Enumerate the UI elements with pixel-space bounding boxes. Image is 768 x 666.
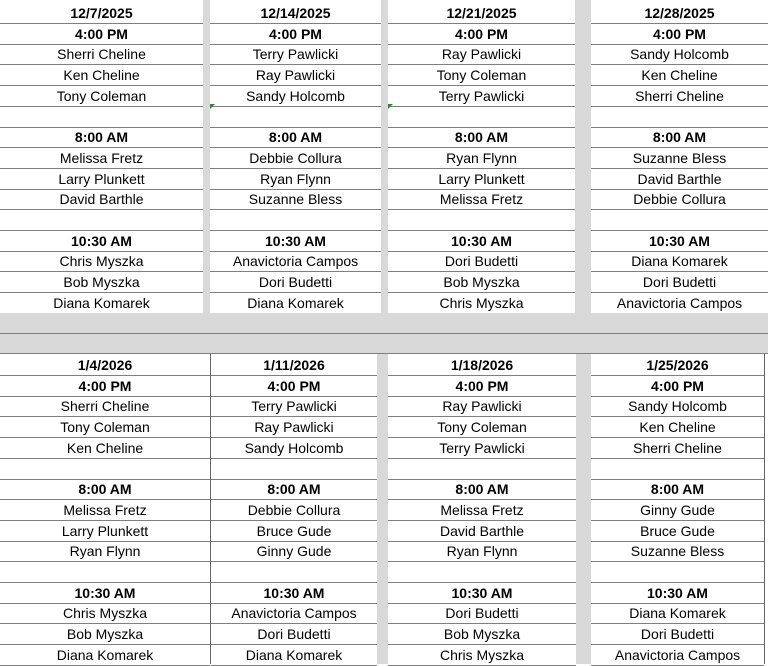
volunteer-name: Anavictoria Campos (591, 293, 768, 314)
service-time: 10:30 AM (388, 583, 576, 604)
volunteer-name: Ken Cheline (591, 65, 768, 86)
cell-comment-marker (210, 104, 215, 109)
blank-row (0, 210, 203, 231)
service-time: 10:30 AM (591, 231, 768, 252)
volunteer-name: Dori Budetti (210, 272, 381, 293)
volunteer-name: Ryan Flynn (388, 148, 575, 169)
volunteer-name: Diana Komarek (210, 293, 381, 314)
service-time: 4:00 PM (388, 24, 575, 45)
column-divider (764, 354, 765, 664)
volunteer-name: Terry Pawlicki (210, 44, 381, 65)
volunteer-name: Debbie Collura (591, 189, 768, 210)
blank-row (388, 459, 576, 480)
volunteer-name: Chris Myszka (0, 603, 210, 624)
week-column (388, 0, 575, 313)
volunteer-name: Larry Plunkett (0, 169, 203, 190)
volunteer-name: Sherri Cheline (591, 438, 764, 459)
service-time: 8:00 AM (210, 127, 381, 148)
volunteer-name: Melissa Fretz (388, 189, 575, 210)
blank-row (388, 107, 575, 128)
blank-row (211, 459, 377, 480)
week-column (591, 354, 764, 664)
blank-row (211, 562, 377, 583)
volunteer-name: Diana Komarek (591, 251, 768, 272)
service-time: 4:00 PM (591, 376, 764, 397)
volunteer-name: Suzanne Bless (591, 148, 768, 169)
week-date-header: 12/7/2025 (0, 3, 203, 24)
volunteer-name: Ray Pawlicki (388, 396, 576, 417)
service-time: 8:00 AM (0, 127, 203, 148)
week-date-header: 1/11/2026 (211, 355, 377, 376)
volunteer-name: Tony Coleman (388, 417, 576, 438)
service-time: 8:00 AM (591, 479, 764, 500)
volunteer-name: Bob Myszka (388, 624, 576, 645)
volunteer-name: Ryan Flynn (0, 541, 210, 562)
volunteer-name: Sandy Holcomb (591, 396, 764, 417)
volunteer-name: Sherri Cheline (591, 86, 768, 107)
week-date-header: 1/25/2026 (591, 355, 764, 376)
volunteer-name: Dori Budetti (591, 272, 768, 293)
volunteer-name: Bob Myszka (0, 624, 210, 645)
service-time: 10:30 AM (0, 231, 203, 252)
volunteer-name: Larry Plunkett (0, 521, 210, 542)
volunteer-name: Dori Budetti (388, 251, 575, 272)
volunteer-name: Ryan Flynn (210, 169, 381, 190)
blank-row (388, 562, 576, 583)
blank-row (388, 210, 575, 231)
week-date-header: 1/4/2026 (0, 355, 210, 376)
week-column (0, 0, 203, 313)
service-time: 4:00 PM (388, 376, 576, 397)
volunteer-name: Diana Komarek (0, 293, 203, 314)
volunteer-name: Ginny Gude (591, 500, 764, 521)
week-date-header: 12/14/2025 (210, 3, 381, 24)
volunteer-name: Melissa Fretz (0, 500, 210, 521)
volunteer-name: Terry Pawlicki (388, 438, 576, 459)
service-time: 8:00 AM (591, 127, 768, 148)
service-time: 10:30 AM (0, 583, 210, 604)
blank-row (0, 107, 203, 128)
volunteer-name: Bob Myszka (0, 272, 203, 293)
week-column (210, 0, 381, 313)
volunteer-name: Terry Pawlicki (211, 396, 377, 417)
volunteer-name: Suzanne Bless (591, 541, 764, 562)
volunteer-name: Dori Budetti (388, 603, 576, 624)
volunteer-name: Ray Pawlicki (210, 65, 381, 86)
volunteer-name: Dori Budetti (591, 624, 764, 645)
volunteer-name: Tony Coleman (0, 417, 210, 438)
volunteer-name: Ken Cheline (0, 438, 210, 459)
schedule-block-december (0, 0, 768, 313)
volunteer-name: Bob Myszka (388, 272, 575, 293)
blank-row (591, 210, 768, 231)
volunteer-name: Larry Plunkett (388, 169, 575, 190)
column-gap (203, 0, 210, 313)
schedule-block-january (0, 354, 768, 664)
volunteer-name: Ginny Gude (211, 541, 377, 562)
service-time: 4:00 PM (591, 24, 768, 45)
volunteer-name: Melissa Fretz (388, 500, 576, 521)
volunteer-name: Sherri Cheline (0, 44, 203, 65)
volunteer-name: Debbie Collura (210, 148, 381, 169)
blank-row (210, 107, 381, 128)
volunteer-name: David Barthle (388, 521, 576, 542)
service-time: 10:30 AM (210, 231, 381, 252)
service-time: 10:30 AM (211, 583, 377, 604)
service-time: 8:00 AM (388, 127, 575, 148)
volunteer-name: Terry Pawlicki (388, 86, 575, 107)
blank-row (591, 107, 768, 128)
volunteer-name: Dori Budetti (211, 624, 377, 645)
volunteer-name: Anavictoria Campos (211, 603, 377, 624)
service-time: 4:00 PM (211, 376, 377, 397)
service-time: 10:30 AM (388, 231, 575, 252)
volunteer-name: Diana Komarek (0, 645, 210, 666)
service-time: 8:00 AM (211, 479, 377, 500)
volunteer-name: Diana Komarek (211, 645, 377, 666)
volunteer-name: David Barthle (591, 169, 768, 190)
volunteer-name: Anavictoria Campos (210, 251, 381, 272)
volunteer-name: Bruce Gude (591, 521, 764, 542)
volunteer-name: David Barthle (0, 189, 203, 210)
volunteer-name: Melissa Fretz (0, 148, 203, 169)
week-date-header: 1/18/2026 (388, 355, 576, 376)
volunteer-name: Chris Myszka (388, 293, 575, 314)
volunteer-name: Ryan Flynn (388, 541, 576, 562)
service-time: 4:00 PM (0, 376, 210, 397)
volunteer-name: Sandy Holcomb (591, 44, 768, 65)
volunteer-name: Ken Cheline (591, 417, 764, 438)
service-time: 4:00 PM (210, 24, 381, 45)
volunteer-name: Chris Myszka (0, 251, 203, 272)
blank-row (0, 562, 210, 583)
service-time: 8:00 AM (0, 479, 210, 500)
blank-row (210, 210, 381, 231)
volunteer-name: Suzanne Bless (210, 189, 381, 210)
volunteer-name: Sandy Holcomb (211, 438, 377, 459)
volunteer-name: Tony Coleman (0, 86, 203, 107)
volunteer-name: Diana Komarek (591, 603, 764, 624)
volunteer-name: Sandy Holcomb (210, 86, 381, 107)
blank-row (591, 459, 764, 480)
volunteer-name: Sherri Cheline (0, 396, 210, 417)
column-gap (381, 0, 388, 313)
week-date-header: 12/21/2025 (388, 3, 575, 24)
volunteer-name: Anavictoria Campos (591, 645, 764, 666)
week-column (211, 354, 377, 664)
column-gap (377, 354, 388, 664)
service-time: 8:00 AM (388, 479, 576, 500)
week-column (388, 354, 576, 664)
volunteer-name: Chris Myszka (388, 645, 576, 666)
volunteer-name: Tony Coleman (388, 65, 575, 86)
volunteer-name: Ray Pawlicki (211, 417, 377, 438)
service-time: 10:30 AM (591, 583, 764, 604)
volunteer-name: Debbie Collura (211, 500, 377, 521)
service-time: 4:00 PM (0, 24, 203, 45)
column-gap (575, 0, 591, 313)
volunteer-name: Bruce Gude (211, 521, 377, 542)
separator-line (0, 333, 768, 334)
volunteer-name: Ken Cheline (0, 65, 203, 86)
blank-row (591, 562, 764, 583)
cell-comment-marker (388, 104, 393, 109)
blank-row (0, 459, 210, 480)
week-column (591, 0, 768, 313)
column-gap (576, 354, 591, 664)
volunteer-name: Ray Pawlicki (388, 44, 575, 65)
week-column (0, 354, 210, 664)
week-date-header: 12/28/2025 (591, 3, 768, 24)
